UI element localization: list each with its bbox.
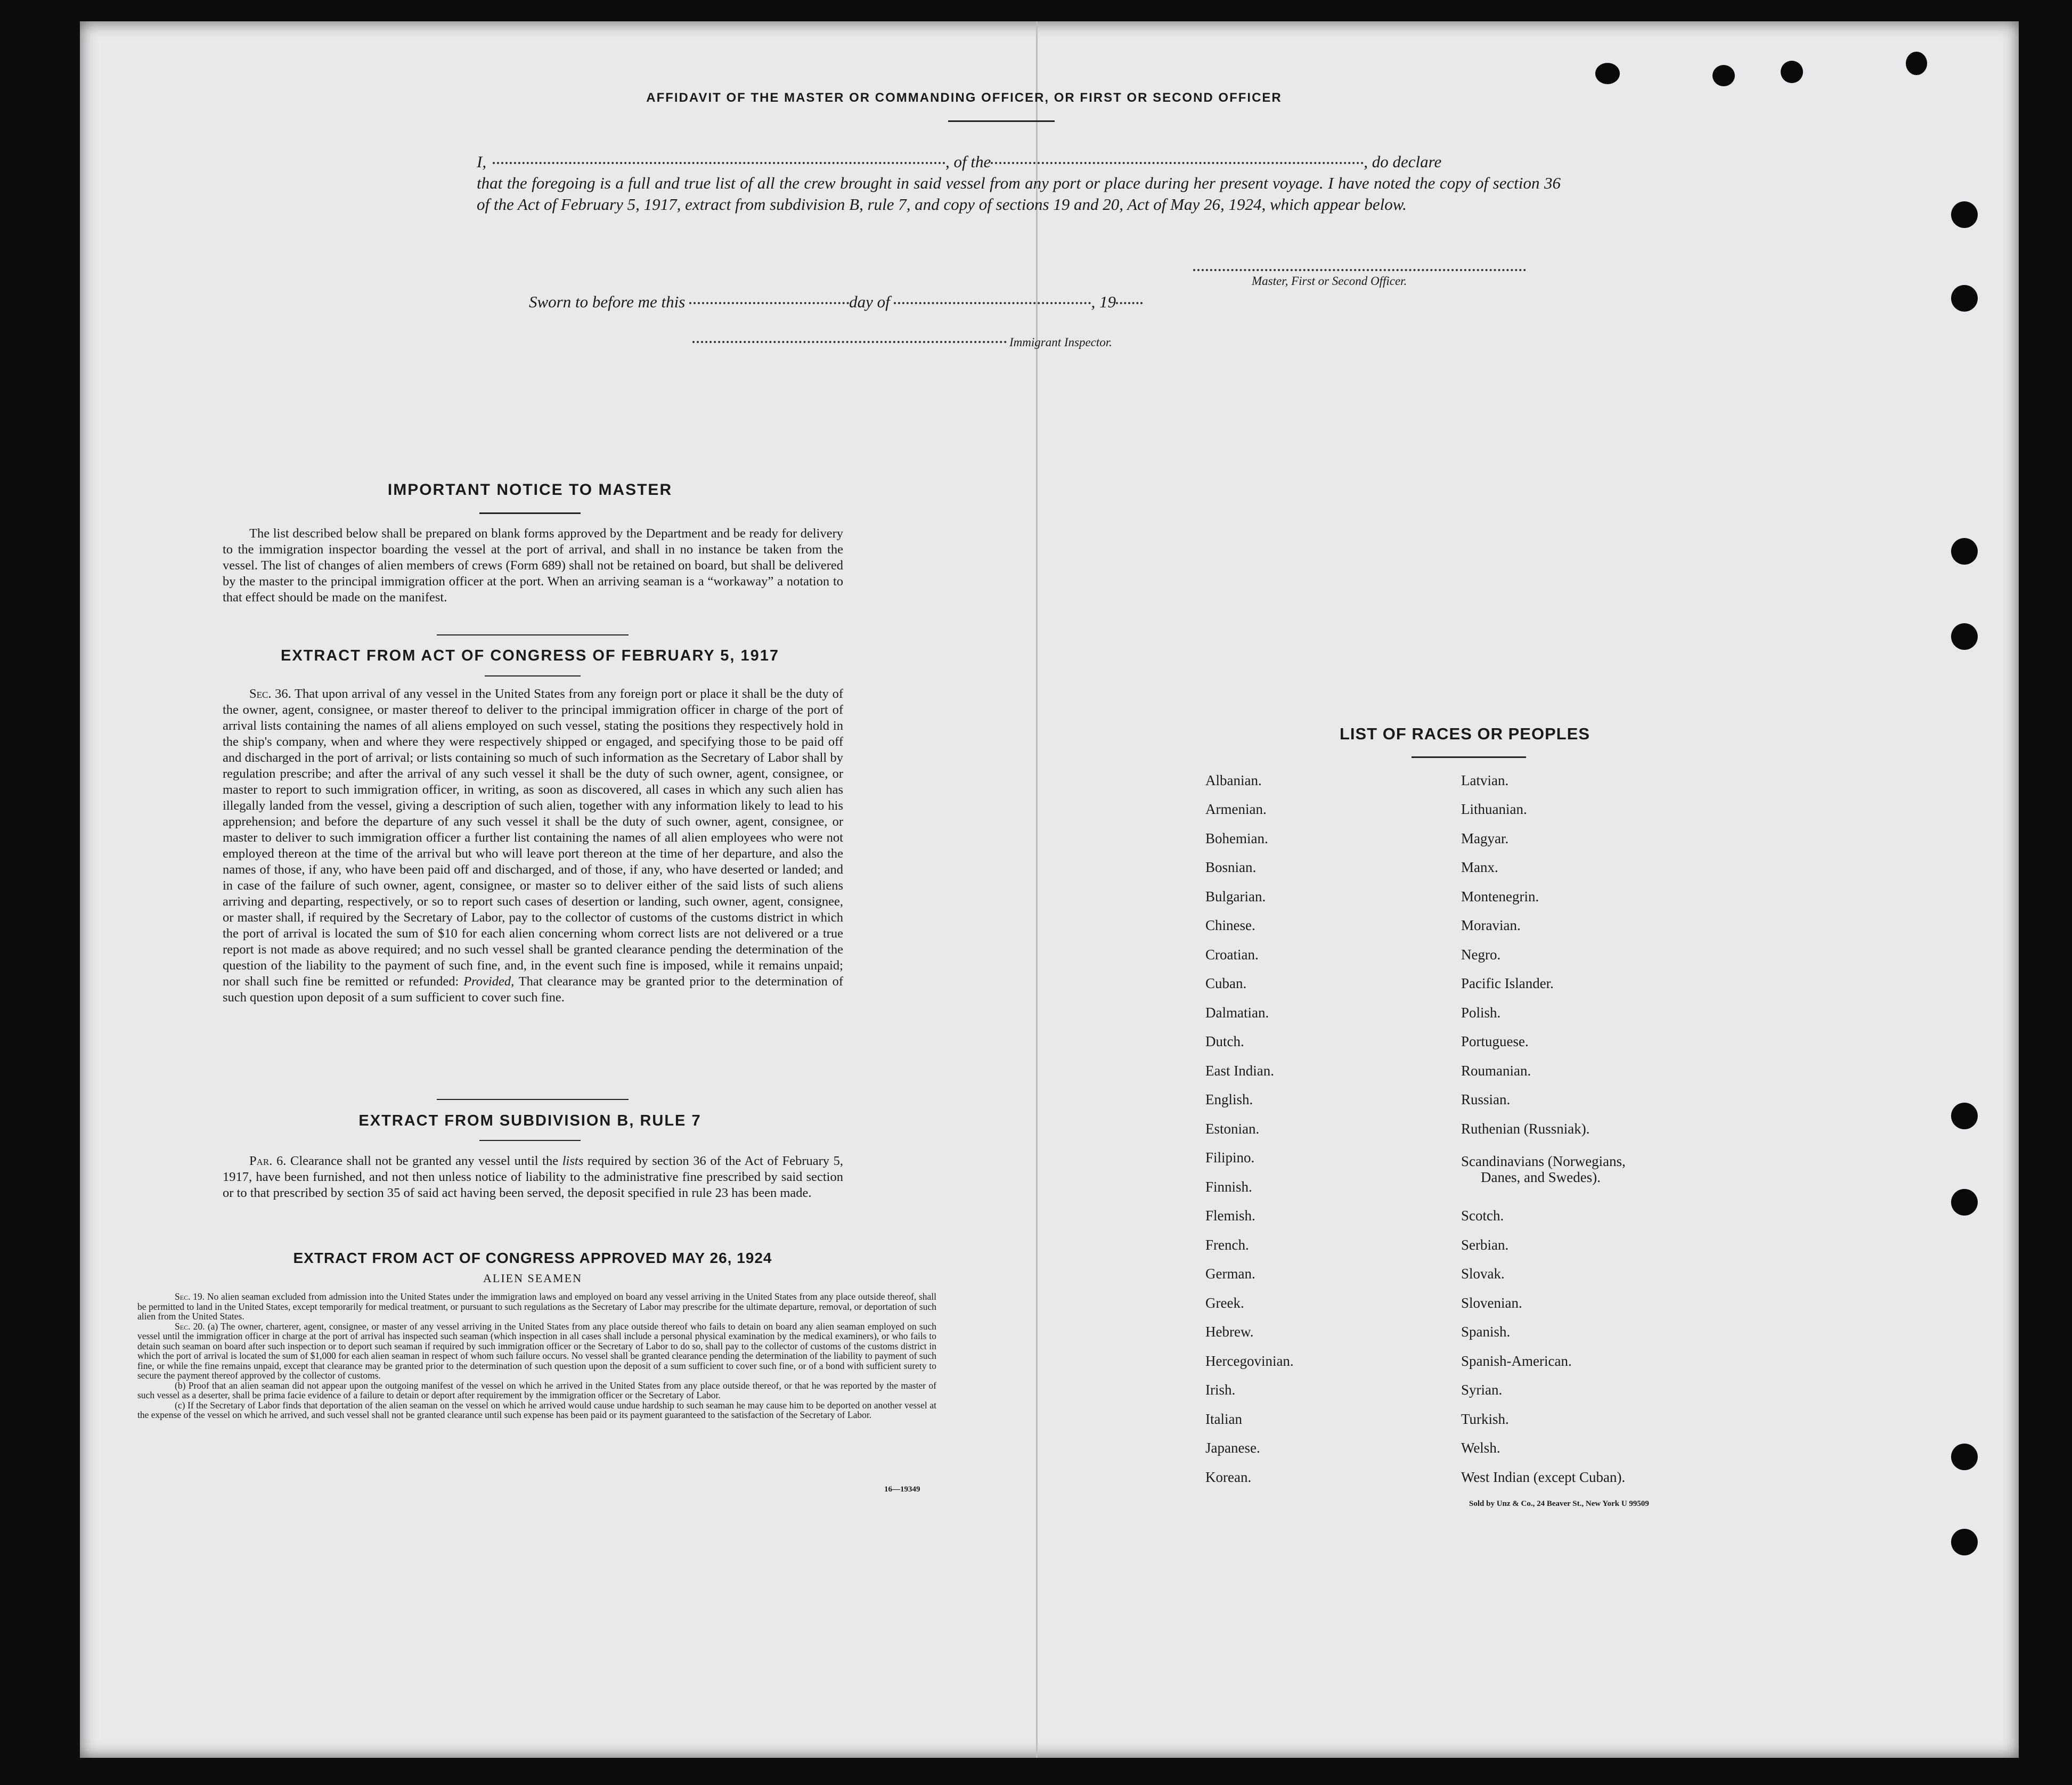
day-of-label: day of <box>849 292 890 311</box>
section-20b: (b) Proof that an alien seaman did not appear upon the outgoing manifest of the vessel on which he arrived in the United States from any place outside thereof, or that he was reported by the master of such vessel as a deserter, shall be prima facie evidence of a failure to detain or deport after requirement by the immigration officer or the Secretary of Labor. <box>137 1380 936 1400</box>
punch-hole <box>1951 538 1978 565</box>
race-item: Latvian. <box>1461 772 1509 788</box>
master-signature-label: Master, First or Second Officer. <box>1252 274 1407 288</box>
race-item: Roumanian. <box>1461 1063 1531 1079</box>
punch-hole <box>1951 285 1978 312</box>
provided-label: Provided, <box>463 974 515 989</box>
sworn-day-blank[interactable] <box>689 302 849 304</box>
section-19-text: No alien seaman excluded from admission into the United States under the immigration laws and employed on board any vessel arriving in the United States from any place outside thereof, shall be permitted to land in the United States, except temporarily for medical treatment, or pursuant to such regulations as the Secretary of Labor may prescribe for the ultimate departure, removal, or deportation of such alien from the United States. <box>137 1291 937 1322</box>
affidavit-body: that the foregoing is a full and true list of all the crew brought in said vessel from any port or place during her present voyage. I have noted the copy of section 36 of the Act of February 5, 1917, extract from subdivision B, rule 7, and copy of sections 19 and 20, Act of May 26, 1924, which appear below. <box>477 174 1561 214</box>
race-item: Montenegrin. <box>1461 889 1539 904</box>
punch-hole <box>1595 63 1620 84</box>
year-label: , 19 <box>1091 292 1116 311</box>
race-item: Syrian. <box>1461 1382 1503 1398</box>
punch-hole <box>1951 623 1978 650</box>
race-item: Cuban. <box>1205 975 1247 991</box>
page-fold <box>1036 21 1038 1758</box>
rule7-text: Clearance shall not be granted any vessel until the <box>290 1154 559 1168</box>
race-item: Scandinavians (Norwegians, <box>1461 1153 1626 1169</box>
race-item: Chinese. <box>1205 917 1255 933</box>
form-number: 16—19349 <box>884 1485 920 1494</box>
notice-body: The list described below shall be prepared on blank forms approved by the Department and be ready for delivery to the immigration inspector boarding the vessel at the port of arrival, and shall in no instance be taken from the vessel. The list of changes of alien members of crews (Form 689) shall not be retained on board, but shall be delivered by the master to the principal immigration officer at the port. When an arriving seaman is a “workaway” a notation to that effect should be made on the manifest. <box>223 526 843 605</box>
race-item: Hebrew. <box>1205 1324 1254 1340</box>
inspector-label: Immigrant Inspector. <box>1009 336 1112 349</box>
race-item: Korean. <box>1205 1469 1252 1485</box>
race-item: Albanian. <box>1205 772 1262 788</box>
race-item: Flemish. <box>1205 1208 1255 1224</box>
name-blank[interactable] <box>493 162 945 164</box>
section-36-text-end: That clearance may be granted prior to the determination of such question upon deposit of a sum sufficient to cover such fine. <box>223 974 844 1005</box>
divider <box>485 675 581 676</box>
race-item: Greek. <box>1205 1295 1244 1311</box>
do-declare-label: , do declare <box>1364 152 1442 171</box>
sworn-year-blank[interactable] <box>1116 302 1143 304</box>
lists-word: lists <box>562 1154 584 1168</box>
section-36-text: That upon arrival of any vessel in the United States from any foreign port or place it shall be the duty of the owner, agent, consignee, or master thereof to deliver to the principal immigration officer in charge of the port of arrival lists containing the names of all aliens employed on such vessel, stating the positions they respectively hold in the ship's company, when and where they were respectively shipped or engaged, and specifying those to be paid off and discharged in the port of arrival; or lists containing so much of such information as the Secretary of Labor shall by regulation prescribe; and after the arrival of any such vessel it shall be the duty of such owner, agent, consignee, or master to report to such immigration officer, in writing, as soon as discovered, all cases in which any such alien has illegally landed from the vessel, giving a description of such alien, together with any information likely to lead to his apprehension; and before the departure of any such vessel it shall be the duty of such owner, agent, consignee, or master to deliver to such immigration officer a further list containing the names of all alien employees who were not employed thereon at the time of the arrival but who will leave port thereon at the time of her departure, and also the names of those, if any, who have been paid off and discharged, and of those, if any, who have deserted or landed; and in case of the failure of such owner, agent, consignee, or master so to deliver either of the said lists of such aliens arriving and departing, respectively, or so to report such cases of desertion or landing, such owner, agent, consignee, or master shall, if required by the Secretary of Labor, pay to the collector of customs of the customs district in which the port of arrival is located the sum of $10 for each alien concerning whom correct lists are not delivered or a true report is not made as above required; and no such vessel shall be granted clearance pending the determination of the question of the liability to the payment of such fine, and, in the event such fine is imposed, while it remains unpaid; nor shall such fine be remitted or refunded: <box>223 687 843 989</box>
race-item: Lithuanian. <box>1461 801 1527 817</box>
race-item: Finnish. <box>1205 1179 1252 1195</box>
race-item: Italian <box>1205 1411 1242 1427</box>
divider <box>1412 756 1526 758</box>
extract-1917-title: EXTRACT FROM ACT OF CONGRESS OF FEBRUARY 5, 1917 <box>280 647 780 664</box>
punch-hole <box>1951 1103 1978 1129</box>
divider <box>437 634 629 635</box>
race-item: Negro. <box>1461 947 1501 963</box>
publisher-imprint: Sold by Unz & Co., 24 Beaver St., New York U 99509 <box>1469 1499 1649 1508</box>
extract-rule7-title: EXTRACT FROM SUBDIVISION B, RULE 7 <box>358 1112 701 1129</box>
divider <box>437 1099 629 1100</box>
race-item: Hercegovinian. <box>1205 1353 1294 1369</box>
race-item: Dutch. <box>1205 1033 1244 1049</box>
race-item: Armenian. <box>1205 801 1267 817</box>
paragraph-6-label: Par. 6. <box>249 1154 287 1168</box>
race-item: Dalmatian. <box>1205 1005 1269 1021</box>
divider <box>479 1140 581 1141</box>
race-item: East Indian. <box>1205 1063 1274 1079</box>
race-item: Danes, and Swedes). <box>1481 1169 1601 1185</box>
notice-title: IMPORTANT NOTICE TO MASTER <box>387 481 673 499</box>
sworn-line <box>529 291 1143 313</box>
extract-1917-body <box>223 686 843 1006</box>
race-item: Filipino. <box>1205 1150 1255 1165</box>
of-the-label: , of the <box>945 152 991 171</box>
sworn-label: Sworn to before me this <box>529 292 686 311</box>
race-item: Irish. <box>1205 1382 1236 1398</box>
race-item: Scotch. <box>1461 1208 1504 1224</box>
punch-hole <box>1951 1189 1978 1216</box>
race-item: Ruthenian (Russniak). <box>1461 1121 1590 1137</box>
punch-hole <box>1906 52 1927 75</box>
races-title: LIST OF RACES OR PEOPLES <box>1339 724 1590 743</box>
race-item: Bosnian. <box>1205 859 1257 875</box>
race-item: Slovenian. <box>1461 1295 1522 1311</box>
race-item: Spanish. <box>1461 1324 1511 1340</box>
section-36-label: Sec. 36. <box>249 687 291 701</box>
punch-hole <box>1712 65 1735 86</box>
race-item: Welsh. <box>1461 1440 1500 1456</box>
section-19 <box>137 1292 936 1322</box>
race-item: German. <box>1205 1266 1255 1282</box>
punch-hole <box>1951 201 1978 228</box>
race-item: Bulgarian. <box>1205 889 1266 904</box>
race-item: Moravian. <box>1461 917 1521 933</box>
punch-hole <box>1951 1444 1978 1470</box>
sworn-month-blank[interactable] <box>894 302 1091 304</box>
section-20c: (c) If the Secretary of Labor finds that deportation of the alien seaman on the vessel on which he arrived would cause undue hardship to such seaman he may cause him to be deported on another vessel at the expense of the vessel on which he arrived, and such vessel shall not be granted clearance until such expense has been paid or its payment guaranteed to the satisfaction of the Secretary of Labor. <box>137 1399 936 1420</box>
affidavit-declaration-line <box>477 151 1561 173</box>
race-item: Polish. <box>1461 1005 1501 1021</box>
divider <box>479 512 581 514</box>
race-item: Magyar. <box>1461 830 1509 846</box>
race-item: Serbian. <box>1461 1237 1509 1253</box>
race-item: Manx. <box>1461 859 1498 875</box>
race-item: Portuguese. <box>1461 1033 1529 1049</box>
race-item: West Indian (except Cuban). <box>1461 1469 1626 1485</box>
section-20a-text: (a) The owner, charterer, agent, consignee, or master of any vessel arriving in the United States from any place outside thereof who fails to detain on board any alien seaman employed on such vessel until the immigration officer in charge at the port of arrival has inspected such seaman (which inspection in all cases shall include a personal physical examination by the medical examiners), or who fails to detain such seaman on board after such inspection or to deport such seaman if required by such immigration officer or the Secretary of Labor to do so, shall pay to the collector of customs of the customs district in which the port of arrival is located the sum of $1,000 for each alien seaman in respect of whom such failure occurs. No vessel shall be granted clearance pending the determination of the liability to payment of such fine, or while the fine remains unpaid, except that clearance may be granted prior to the determination of such question upon the deposit of a sum sufficient to cover such fine, or of a bond with sufficient surety to secure the payment thereof approved by the collector of customs. <box>137 1321 936 1381</box>
race-item: English. <box>1205 1091 1253 1107</box>
race-item: Russian. <box>1461 1091 1511 1107</box>
divider <box>948 120 1055 122</box>
race-item: Bohemian. <box>1205 830 1268 846</box>
inspector-signature-line[interactable] <box>692 341 1007 343</box>
extract-1924-title: EXTRACT FROM ACT OF CONGRESS APPROVED MAY 26, 1924 <box>293 1250 772 1266</box>
section-20a <box>137 1322 936 1381</box>
alien-seamen-subtitle: ALIEN SEAMEN <box>483 1271 582 1285</box>
rule7-text-end: required by section 36 of the Act of February 5, 1917, have been furnished, and not then unless notice of liability to the administrative fine prescribed by said section or to that prescribed by section 35 of said act having been served, the deposit specified in rule 23 has been made. <box>223 1154 844 1200</box>
master-signature-line[interactable] <box>1193 269 1526 271</box>
extract-1924-body <box>137 1292 936 1420</box>
race-item: Croatian. <box>1205 947 1259 963</box>
race-item: Japanese. <box>1205 1440 1260 1456</box>
race-item: French. <box>1205 1237 1249 1253</box>
vessel-blank[interactable] <box>991 162 1364 164</box>
i-label: I, <box>477 152 487 171</box>
race-item: Slovak. <box>1461 1266 1505 1282</box>
race-item: Estonian. <box>1205 1121 1260 1137</box>
section-19-label: Sec. 19. <box>175 1291 205 1302</box>
section-20-label: Sec. 20. <box>175 1321 205 1332</box>
race-item: Turkish. <box>1461 1411 1509 1427</box>
affidavit-title: AFFIDAVIT OF THE MASTER OR COMMANDING OFFICER, OR FIRST OR SECOND OFFICER <box>646 91 1282 105</box>
punch-hole <box>1951 1529 1978 1555</box>
punch-hole <box>1781 61 1803 83</box>
race-item: Pacific Islander. <box>1461 975 1554 991</box>
race-item: Spanish-American. <box>1461 1353 1572 1369</box>
extract-rule7-body <box>223 1153 843 1201</box>
